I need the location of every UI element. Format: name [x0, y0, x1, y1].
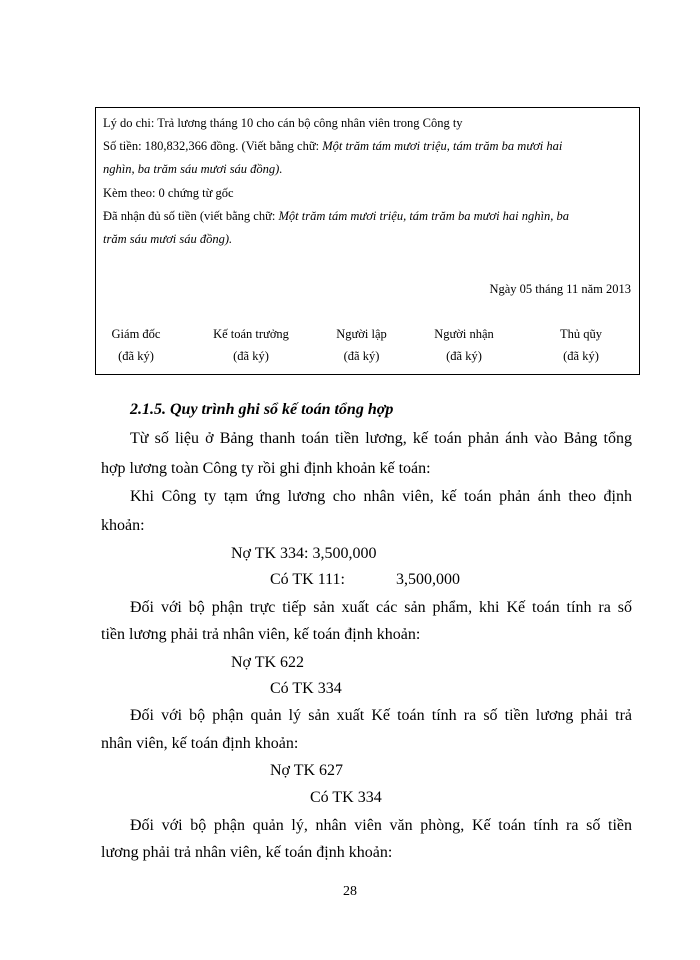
signature-status: (đã ký): [233, 349, 269, 363]
paragraph-2-line-1: Khi Công ty tạm ứng lương cho nhân viên, kế toán phản ánh theo định: [130, 488, 632, 505]
amount-value: 180,832,366 đồng.: [144, 139, 239, 153]
section-heading: 2.1.5. Quy trình ghi sổ kế toán tổng hợp: [130, 401, 394, 418]
signature-status: (đã ký): [446, 349, 482, 363]
amount-label: Số tiền:: [103, 139, 142, 153]
signature-status: (đã ký): [563, 349, 599, 363]
entry-2-debit: Nợ TK 622: [231, 654, 305, 671]
signature-title: Người lập: [336, 327, 387, 341]
paragraph-1-line-2: hợp lương toàn Công ty rồi ghi định khoản kế toán:: [101, 460, 431, 477]
signature-cashier: [551, 327, 611, 364]
payment-voucher-box: [95, 107, 640, 375]
signature-title: Kế toán trưởng: [213, 327, 289, 341]
received-words-continued: [103, 232, 232, 247]
entry-1-credit-amount: 3,500,000: [396, 571, 460, 588]
received-words: Một trăm tám mươi triệu, tám trăm ba mươi hai nghìn, ba: [278, 209, 570, 223]
signature-title: Người nhận: [434, 327, 494, 341]
entry-3-credit: Có TK 334: [310, 789, 382, 806]
amount-words: Một trăm tám mươi triệu, tám trăm ba mươi hai: [322, 139, 563, 153]
reason-value: Trả lương tháng 10 cho cán bộ công nhân viên trong Công ty: [157, 116, 463, 130]
received-words-line2: trăm sáu mươi sáu đồng).: [103, 232, 233, 246]
signature-title: Thủ qũy: [559, 327, 602, 341]
paragraph-5-line-2: lương phải trả nhân viên, kế toán định khoản:: [101, 844, 393, 861]
page-number: 28: [343, 884, 357, 899]
paragraph-5-line-1: Đối với bộ phận quản lý, nhân viên văn phòng, Kế toán tính ra số tiền: [130, 817, 632, 834]
voucher-date: Ngày 05 tháng 11 năm 2013: [489, 282, 631, 296]
amount-words-continued: [103, 162, 282, 177]
entry-1-credit-label: Có TK 111:: [270, 571, 345, 588]
reason-line: [103, 116, 463, 131]
received-label: Đã nhận đủ số tiền (viết bằng chữ:: [103, 209, 276, 223]
signature-receiver: [429, 327, 499, 364]
signature-chief-accountant: [206, 327, 296, 364]
entry-2-credit: Có TK 334: [270, 680, 342, 697]
attached-documents: Kèm theo: 0 chứng từ gốc: [103, 186, 234, 200]
entry-1-debit: Nợ TK 334: 3,500,000: [231, 545, 377, 562]
amount-line: [103, 139, 562, 154]
paragraph-1-line-1: Từ số liệu ở Bảng thanh toán tiền lương, kế toán phản ánh vào Bảng tổng: [130, 430, 632, 447]
signature-status: (đã ký): [343, 349, 380, 363]
paragraph-3-line-2: tiền lương phải trả nhân viên, kế toán định khoản:: [101, 626, 421, 643]
paragraph-3-line-1: Đối với bộ phận trực tiếp sản xuất các sản phẩm, khi Kế toán tính ra số: [130, 599, 632, 616]
paragraph-4-line-2: nhân viên, kế toán định khoản:: [101, 735, 299, 752]
received-line: [103, 209, 569, 224]
signature-preparer: [329, 327, 394, 364]
amount-words-line2: nghìn, ba trăm sáu mươi sáu đồng).: [103, 162, 283, 176]
amount-words-label: (Viết bằng chữ:: [241, 139, 320, 153]
signature-director: [106, 327, 166, 364]
paragraph-4-line-1: Đối với bộ phận quản lý sản xuất Kế toán tính ra số tiền lương phải trả: [130, 707, 632, 724]
signature-status: (đã ký): [118, 349, 154, 363]
paragraph-2-line-2: khoản:: [101, 517, 145, 534]
signature-title: Giám đốc: [111, 327, 161, 341]
reason-label: Lý do chi:: [103, 116, 155, 130]
entry-3-debit: Nợ TK 627: [270, 762, 344, 779]
